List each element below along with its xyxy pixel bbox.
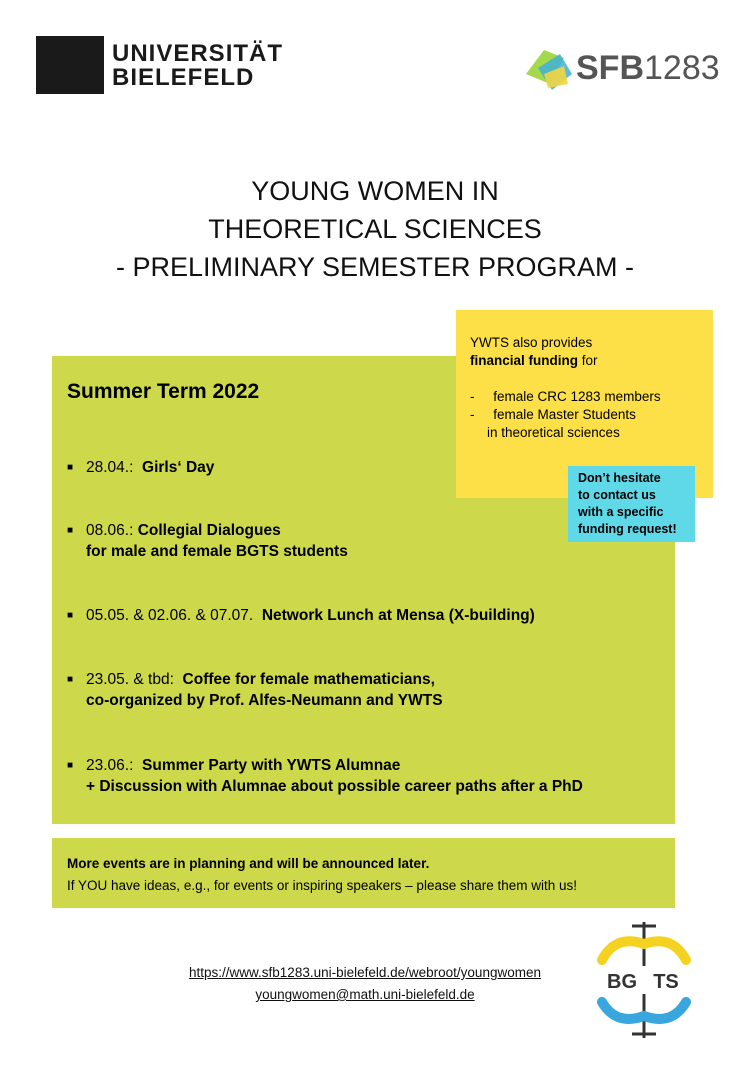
funding-item-cont: in theoretical sciences xyxy=(487,425,620,440)
event-date: 23.06.: xyxy=(86,757,134,774)
contact-note xyxy=(578,470,677,538)
sfb-logo-text xyxy=(576,48,720,88)
contact-note-line: to contact us xyxy=(578,488,656,502)
dash-icon: - xyxy=(470,407,475,422)
email-link[interactable]: youngwomen@math.uni-bielefeld.de xyxy=(255,987,475,1002)
term-title: Summer Term 2022 xyxy=(67,380,260,403)
bgts-left-text: BG xyxy=(607,971,637,993)
bullet-icon: ■ xyxy=(67,674,74,685)
university-name-line2: BIELEFELD xyxy=(112,64,255,91)
website-link[interactable]: https://www.sfb1283.uni-bielefeld.de/webroot/youngwomen xyxy=(189,965,541,980)
dash-icon: - xyxy=(470,389,475,404)
funding-item: female Master Students xyxy=(493,407,636,422)
title-line3: - PRELIMINARY SEMESTER PROGRAM - xyxy=(115,252,635,282)
footer-links xyxy=(130,962,600,1006)
university-logo-text xyxy=(112,42,283,90)
funding-item: female CRC 1283 members xyxy=(493,389,661,404)
event-title: Coffee for female mathematicians, xyxy=(182,671,435,688)
planning-note-title: More events are in planning and will be announced later. xyxy=(67,856,430,871)
bgts-right-text: TS xyxy=(653,971,679,993)
bullet-icon: ■ xyxy=(67,525,74,536)
funding-text xyxy=(470,334,661,442)
sfb-number: 1283 xyxy=(644,49,720,87)
event-date: 28.04.: xyxy=(86,459,134,476)
event-title: Network Lunch at Mensa (X-building) xyxy=(261,607,535,624)
event-title: Girls‘ Day xyxy=(142,459,215,476)
event-date: 08.06.: xyxy=(86,522,134,539)
bgts-logo-icon xyxy=(596,920,692,1040)
planning-note xyxy=(67,853,577,897)
event-subtitle: co-organized by Prof. Alfes-Neumann and YWTS xyxy=(86,692,443,709)
event-title: Summer Party with YWTS Alumnae xyxy=(142,757,401,774)
funding-suffix: for xyxy=(581,353,598,368)
university-logo-mark xyxy=(36,36,104,94)
event-subtitle: + Discussion with Alumnae about possible career paths after a PhD xyxy=(86,778,583,795)
planning-note-body: If YOU have ideas, e.g., for events or inspiring speakers – please share them with us! xyxy=(67,878,578,893)
event-subtitle: for male and female BGTS students xyxy=(86,543,348,560)
event-title: Collegial Dialogues xyxy=(137,522,281,539)
title-line2: THEORETICAL SCIENCES xyxy=(208,214,542,244)
funding-intro: YWTS also provides xyxy=(470,335,593,350)
title-line1: YOUNG WOMEN IN xyxy=(251,176,499,206)
event-date: 23.05. & tbd: xyxy=(86,671,174,688)
bullet-icon: ■ xyxy=(67,760,74,771)
contact-note-line: with a specific xyxy=(578,505,664,519)
contact-note-line: funding request! xyxy=(578,522,677,536)
bullet-icon: ■ xyxy=(67,610,74,621)
university-name-line1: UNIVERSITÄT xyxy=(112,40,284,67)
sfb-label: SFB xyxy=(576,49,644,87)
contact-note-line: Don’t hesitate xyxy=(578,471,661,485)
funding-highlight: financial funding xyxy=(470,353,578,368)
bullet-icon: ■ xyxy=(67,462,74,473)
event-date: 05.05. & 02.06. & 07.07. xyxy=(86,607,254,624)
page-title xyxy=(0,172,750,286)
